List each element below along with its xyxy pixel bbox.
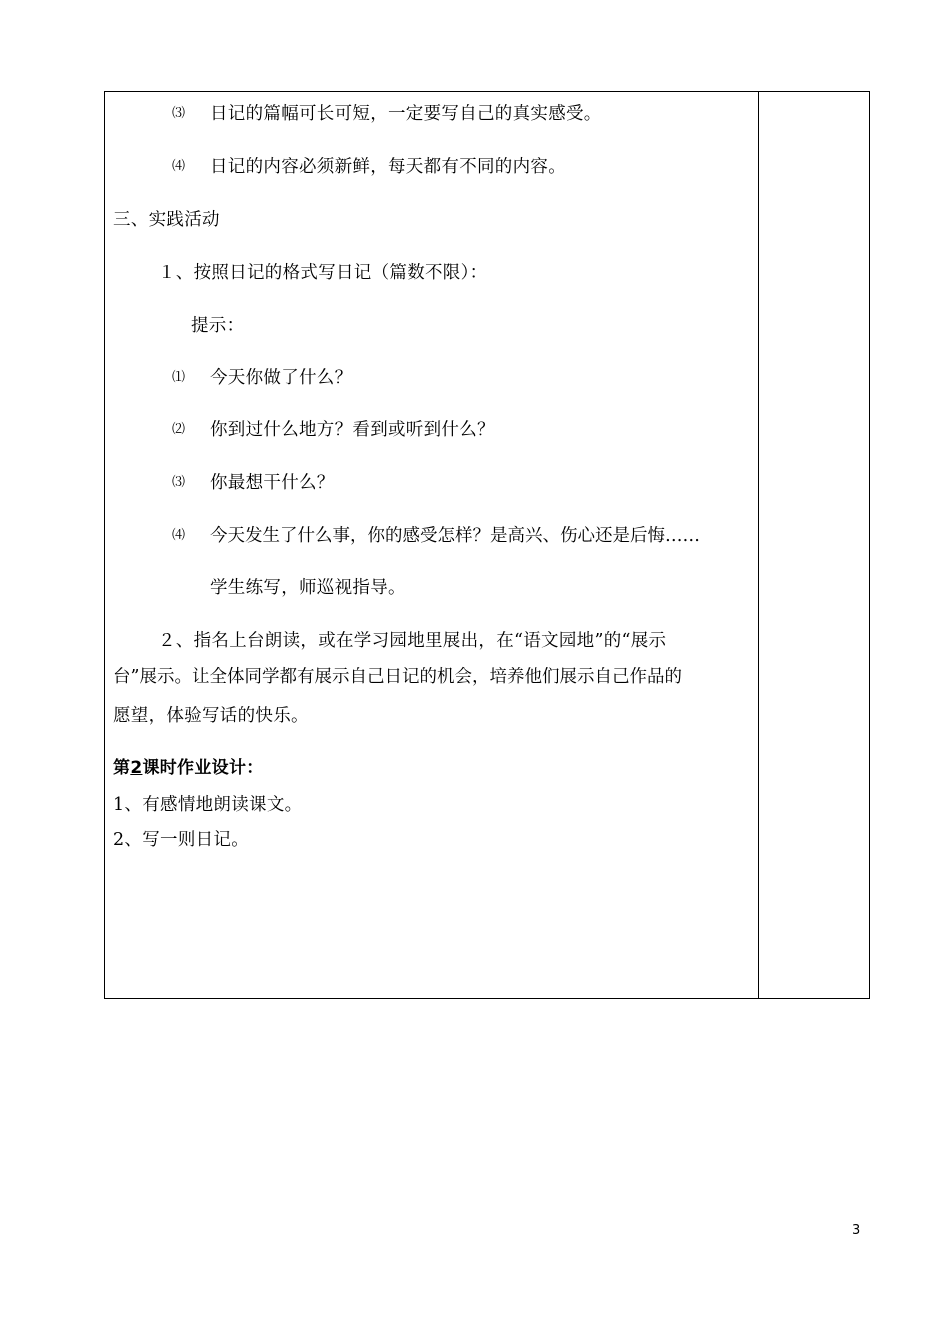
- hint-label: 提示：: [191, 316, 245, 336]
- activity-text: ２、指名上台朗读，或在学习园地里展出，在“语文园地”的“展示: [158, 631, 667, 651]
- section-heading: 三、实践活动: [113, 210, 220, 230]
- activity-text: 台”展示。让全体同学都有展示自己日记的机会，培养他们展示自己作品的: [113, 667, 682, 687]
- homework-title-suffix: 课时作业设计：: [142, 758, 264, 778]
- hint-text: 你到过什么地方？看到或听到什么？: [210, 420, 495, 440]
- item-number: ⑷: [172, 159, 186, 174]
- hint-number: ⑵: [172, 422, 186, 437]
- activity-text: １、按照日记的格式写日记（篇数不限）：: [158, 263, 488, 283]
- homework-item: 1、有感情地朗读课文。: [113, 795, 303, 815]
- homework-title-number: 2: [130, 758, 143, 778]
- item-number: ⑶: [172, 106, 186, 121]
- homework-title: [113, 758, 264, 778]
- item-text: 日记的内容必须新鲜，每天都有不同的内容。: [210, 157, 566, 177]
- hint-text: 你最想干什么？: [210, 473, 335, 493]
- hint-number: ⑷: [172, 528, 186, 543]
- activity-text: 愿望，体验写话的快乐。: [113, 706, 309, 726]
- item-text: 日记的篇幅可长可短，一定要写自己的真实感受。: [210, 104, 602, 124]
- hint-text: 今天发生了什么事，你的感受怎样？是高兴、伤心还是后悔……: [210, 526, 700, 546]
- homework-item: 2、写一则日记。: [113, 830, 250, 850]
- page-number: 3: [852, 1223, 861, 1238]
- hint-number: ⑴: [172, 370, 186, 385]
- table-column-divider: [758, 91, 759, 999]
- homework-title-prefix: 第: [113, 758, 131, 778]
- hint-number: ⑶: [172, 475, 186, 490]
- practice-note: 学生练写，师巡视指导。: [210, 578, 406, 598]
- hint-text: 今天你做了什么？: [210, 368, 353, 388]
